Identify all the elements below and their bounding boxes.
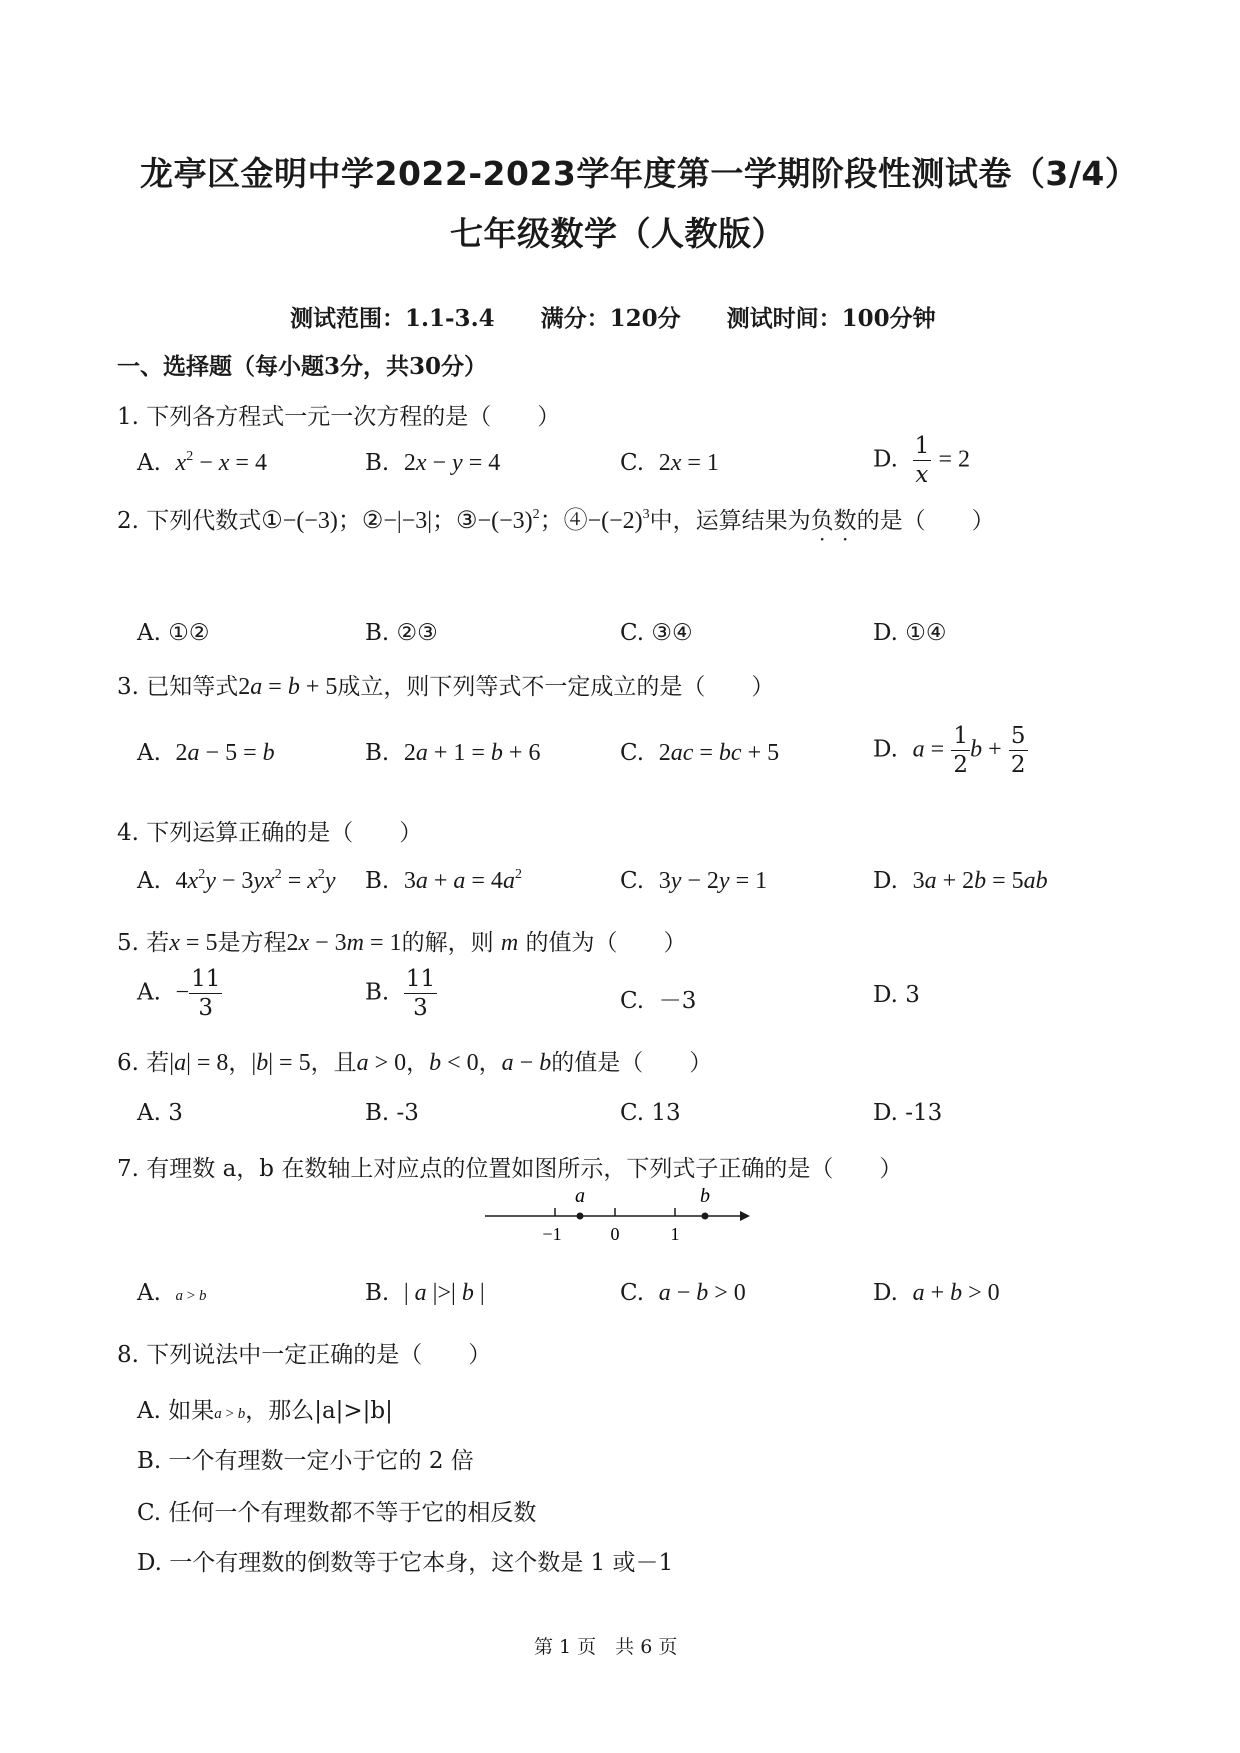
q8-option-c: C. 任何一个有理数都不等于它的相反数: [137, 1500, 537, 1526]
question-5: 5. 若x = 5是方程2x − 3m = 1的解，则 m 的值为（ ）: [117, 930, 687, 956]
q7-option-c: C. a − b > 0: [620, 1280, 746, 1306]
q3-option-a: A. 2a − 5 = b: [137, 740, 275, 766]
q6-option-d: D. -13: [873, 1100, 943, 1126]
q6-option-b: B. -3: [365, 1100, 419, 1126]
q2-option-b: B. ②③: [365, 620, 438, 646]
q8-option-b: B. 一个有理数一定小于它的 2 倍: [137, 1448, 474, 1474]
q1-option-b: B. 2x − y = 4: [365, 450, 501, 476]
exam-title: 龙亭区金明中学2022-2023学年度第一学期阶段性测试卷（3/4）: [140, 154, 1139, 193]
q3-option-d: D. a = $\frac{1}{2}$ b + $\frac{5}{2}$: [873, 723, 1026, 778]
q4-option-b: B. $3a + a = 4a^2$: [365, 867, 522, 894]
number-line-arrow: [740, 1211, 750, 1221]
q6-option-a: A. 3: [137, 1100, 183, 1126]
question-2: 2. 下列代数式①−(−3)；②−|−3|；$③-(-3)^2$；$④-(-2)^3$中，运算结果为负数的是（ ）: [117, 507, 995, 534]
q4-option-a: A. $4x^2y - 3yx^2 = x^2y$: [137, 867, 336, 894]
q7-option-a: A. a > b: [137, 1280, 207, 1306]
q6-option-c: C. 13: [620, 1100, 681, 1126]
q8-option-a: A. 如果a > b，那么|a|>|b|: [137, 1398, 393, 1424]
q7-option-d: D. a + b > 0: [873, 1280, 1000, 1306]
q5-option-a: A. − $\frac{11}{3}$: [137, 966, 221, 1021]
q3-option-b: B. 2a + 1 = b + 6: [365, 740, 541, 766]
q5-option-b: B. $\frac{11}{3}$: [365, 966, 436, 1021]
tick-label-1: 1: [670, 1224, 680, 1244]
q5-option-d: D. 3: [873, 982, 920, 1008]
tick-label-0: 0: [610, 1224, 620, 1244]
number-line-figure: [480, 1188, 760, 1248]
q4-option-d: D. 3a + 2b = 5ab: [873, 868, 1048, 894]
q1-option-d: D. $\frac{1}{x}$ = 2: [873, 433, 971, 488]
exam-info: 测试范围：1.1-3.4 满分：120分 测试时间：100分钟: [290, 305, 936, 332]
tick-label-minus-1: −1: [542, 1224, 562, 1244]
q2-option-c: C. ③④: [620, 620, 693, 646]
exam-subtitle: 七年级数学（人教版）: [450, 214, 785, 253]
question-8: 8. 下列说法中一定正确的是（ ）: [117, 1342, 492, 1368]
q4-option-c: C. 3y − 2y = 1: [620, 868, 768, 894]
q7-option-b: B. | a |>| b |: [365, 1280, 485, 1306]
question-4: 4. 下列运算正确的是（ ）: [117, 820, 423, 846]
question-1: 1. 下列各方程式一元一次方程的是（ ）: [117, 404, 561, 430]
section-title: 一、选择题（每小题3分，共30分）: [117, 353, 488, 380]
question-6: 6. 若|a| = 8，|b| = 5，且a > 0，b < 0，a − b的值是（ ）: [117, 1050, 713, 1076]
page-number: 第 1 页 共 6 页: [534, 1636, 678, 1658]
point-b: [702, 1213, 709, 1220]
q3-option-c: C. 2ac = bc + 5: [620, 740, 780, 766]
label-b: b: [700, 1188, 710, 1207]
q5-option-c: C. －3: [620, 988, 697, 1014]
q1-option-a: A. $x^2 - x = 4$: [137, 449, 267, 476]
question-3: 3. 已知等式2a = b + 5成立，则下列等式不一定成立的是（ ）: [117, 674, 775, 700]
label-a: a: [575, 1188, 585, 1207]
q2-option-d: D. ①④: [873, 620, 947, 646]
question-7: 7. 有理数 a，b 在数轴上对应点的位置如图所示，下列式子正确的是（ ）: [117, 1156, 903, 1182]
q8-option-d: D. 一个有理数的倒数等于它本身，这个数是 1 或－1: [137, 1550, 674, 1576]
q2-option-a: A. ①②: [137, 620, 210, 646]
point-a: [577, 1213, 584, 1220]
q1-option-c: C. 2x = 1: [620, 450, 719, 476]
